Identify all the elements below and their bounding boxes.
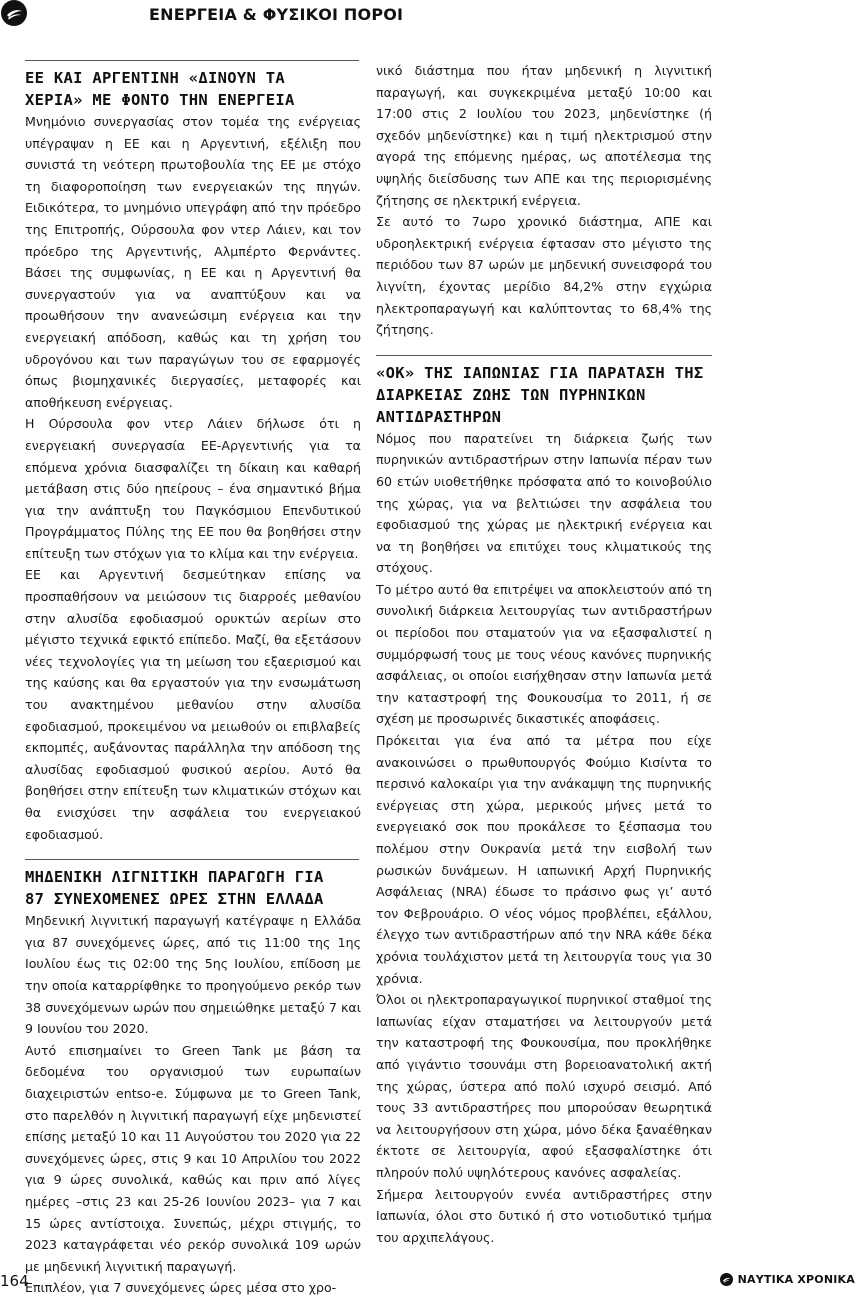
article-paragraph: νικό διάστημα που ήταν μηδενική η λιγνιτική παραγωγή, και συγκεκριμένα μεταξύ 10:00 και 17:00 στις 2 Ιουλίου του 2023, μηδενίστηκε (ή σχεδόν μηδενίστηκε) και η τιμή ηλεκτρισμού στην αγορά της επόμενης ημέρας, ως αποτέλεσμα της υψηλής διείσδυσης των ΑΠΕ και της περιορισμένης ζήτησης σε ηλεκτρική ενέργεια. [376, 63, 712, 208]
brand-name: ΝΑΥΤΙΚΑ ΧΡΟΝΙΚΑ [737, 1273, 855, 1286]
section-title: ΕΝΕΡΓΕΙΑ & ΦΥΣΙΚΟΙ ΠΟΡΟΙ [149, 5, 404, 24]
article-paragraph: Αυτό επισημαίνει το Green Tank με βάση τα δεδομένα του οργανισμού των ευρωπαίων διαχειριστών entso-e. Σύμφωνα με το Green Tank, στο παρελθόν η λιγνιτική παραγωγή είχε μηδενιστεί επίσης μεταξύ 10 και 11 Αυγούστου του 2020 για 22 συνεχόμενες ώρες, στις 9 και 10 Απριλίου του 2022 για 9 ώρες συνολικά, καθώς και πριν από λίγες ημέρες –στις 23 και 25-26 Ιουνίου 2023– για 7 και 15 ώρες αντίστοιχα. Συνεπώς, μέχρι στιγμής, το 2023 καταγράφεται νέο ρεκόρ συνολικά 109 ωρών με μηδενική λιγνιτική παραγωγή. [25, 1042, 361, 1274]
article-paragraph: Σήμερα λειτουργούν εννέα αντιδραστήρες στην Ιαπωνία, όλοι στο δυτικό ή στο νοτιοδυτικό τμήμα του αρχιπελάγους. [376, 1186, 712, 1245]
article-heading: «ΟΚ» ΤΗΣ ΙΑΠΩΝΙΑΣ ΓΙΑ ΠΑΡΑΤΑΣΗ ΤΗΣ ΔΙΑΡΚΕΙΑΣ ΖΩΗΣ ΤΩΝ ΠΥΡΗΝΙΚΩΝ ΑΝΤΙΔΡΑΣΤΗΡΩΝ [376, 363, 704, 426]
article-paragraph: Μηδενική λιγνιτική παραγωγή κατέγραψε η Ελλάδα για 87 συνεχόμενες ώρες, από τις 11:00 της 1ης Ιουλίου έως τις 02:00 της 5ης Ιουλίου, επίδοση με την οποία καταρρίφθηκε το προηγούμενο ρεκόρ των 38 συνεχόμενων ωρών που σημειώθηκε μεταξύ 7 και 9 Ιουνίου του 2020. [25, 913, 361, 1037]
brand-logo-icon [720, 1273, 733, 1286]
article-paragraph: Το μέτρο αυτό θα επιτρέψει να αποκλειστούν από τη συνολική διάρκεια λειτουργίας των αντιδραστήρων οι περίοδοι που σταματούν για να εξασφαλιστεί η συμμόρφωσή τους με τους νέους κανόνες πυρηνικής ασφάλειας, οι οποίοι εισήχθησαν στην Ιαπωνία μετά την καταστροφή της Φουκουσίμα το 2011, ή σε σχέση με προσωρινές δικαστικές αποφάσεις. [376, 581, 712, 727]
page-number: 164 [0, 1272, 29, 1290]
left-column [25, 60, 361, 1299]
divider [376, 355, 712, 356]
divider [25, 60, 359, 61]
page-header [0, 0, 857, 34]
footer-brand [720, 1273, 855, 1286]
article-paragraph: Όλοι οι ηλεκτροπαραγωγικοί πυρηνικοί σταθμοί της Ιαπωνίας είχαν σταματήσει να λειτουργούν μετά την καταστροφή της Φουκουσίμα, που προκλήθηκε από γιγάντιο τσουνάμι στη βορειοανατολική ακτή της χώρας, ύστερα από πολύ ισχυρό σεισμό. Από τους 33 αντιδραστήρες που μπορούσαν θεωρητικά να λειτουργήσουν στη χώρα, μόνο δέκα ξαναέθηκαν έκτοτε σε λειτουργία, αφού εξασφαλίστηκε ότι πληρούν πολύ υψηλότερους κανόνες ασφαλείας. [376, 992, 712, 1180]
article-paragraph: ΕΕ και Αργεντινή δεσμεύτηκαν επίσης να προσπαθήσουν να μειώσουν τις διαρροές μεθανίου στην αλυσίδα εφοδιασμού ορυκτών αερίων στο μέγιστο τεχνικά εφικτό επίπεδο. Μαζί, θα εξετάσουν νέες τεχνολογίες για τη μείωση του εξαερισμού και της καύσης και θα εργαστούν για την ενσωμάτωση του ανακτημένου μεθανίου στην αλυσίδα εφοδιασμού, προκειμένου να μειωθούν οι επιβλαβείς εκπομπές, αυξάνοντας παράλληλα την απόδοση της αλυσίδας εφοδιασμού φυσικού αερίου. Αυτό θα βοηθήσει στην επίτευξη των κλιματικών στόχων και θα ενισχύσει την ασφάλεια του ενεργειακού εφοδιασμού. [25, 567, 361, 842]
article-paragraph: Πρόκειται για ένα από τα μέτρα που είχε ανακοινώσει ο πρωθυπουργός Φούμιο Κισίντα το περσινό καλοκαίρι για την ανάκαμψη της πυρηνικής ενέργειας στη χώρα, μερικούς μήνες μετά το ενεργειακό σοκ που προκάλεσε το ξέσπασμα του πολέμου στην Ουκρανία μετά την εισβολή των ρωσικών δυνάμεων. Η ιαπωνική Αρχή Πυρηνικής Ασφάλειας (NRA) έδωσε το πράσινο φως γι’ αυτό τον Φεβρουάριο. Ο νέος νόμος προβλέπει, εξάλλου, έλεγχο των αντιδραστήρων από την NRA κάθε δέκα χρόνια τουλάχιστον μετά τη λειτουργία τους για 30 χρόνια. [376, 733, 712, 986]
article-paragraph: Επιπλέον, για 7 συνεχόμενες ώρες μέσα στο χρο- [25, 1280, 337, 1296]
right-column [376, 60, 712, 1248]
article-paragraph: Σε αυτό το 7ωρο χρονικό διάστημα, ΑΠΕ και υδροηλεκτρική ενέργεια έφτασαν στο μέγιστο της περιόδου των 87 ωρών με μηδενική συνεισφορά του λιγνίτη, έχοντας μερίδιο 84,2% στην εγχώρια ηλεκτροπαραγωγή και καλύπτοντας το 68,4% της ζήτησης. [376, 214, 712, 338]
article-heading: ΜΗΔΕΝΙΚΗ ΛΙΓΝΙΤΙΚΗ ΠΑΡΑΓΩΓΗ ΓΙΑ 87 ΣΥΝΕΧΟΜΕΝΕΣ ΩΡΕΣ ΣΤΗΝ ΕΛΛΑΔΑ [25, 868, 324, 909]
article-paragraph: Μνημόνιο συνεργασίας στον τομέα της ενέργειας υπέγραψαν η ΕΕ και η Αργεντινή, εξέλιξη που συνιστά τη νεότερη πρωτοβουλία της ΕΕ με στόχο τη διαφοροποίηση των ενεργειακών της πηγών. Ειδικότερα, το μνημόνιο υπεγράφη από την πρόεδρο της Επιτροπής, Ούρσουλα φον ντερ Λάιεν, και τον πρόεδρο της Αργεντινής, Αλμπέρτο Φερνάντες. Βάσει της συμφωνίας, η ΕΕ και η Αργεντινή θα συνεργαστούν για να αναπτύξουν και να προωθήσουν την ανανεώσιμη ενέργεια και την ενεργειακή απόδοση, καθώς και τη χρήση του υδρογόνου και των παραγώγων του σε εφαρμογές όπως βιομηχανικές διεργασίες, μεταφορές και αποθήκευση ενέργειας. [25, 114, 361, 410]
article-heading: ΕΕ ΚΑΙ ΑΡΓΕΝΤΙΝΗ «ΔΙΝΟΥΝ ΤΑ ΧΕΡΙΑ» ΜΕ ΦΟΝΤΟ ΤΗΝ ΕΝΕΡΓΕΙΑ [25, 69, 295, 109]
article-paragraph: Νόμος που παρατείνει τη διάρκεια ζωής των πυρηνικών αντιδραστήρων στην Ιαπωνία πέραν των 60 ετών υιοθετήθηκε πρόσφατα από το κοινοβούλιο της χώρας, για να βελτιώσει την ασφάλεια του εφοδιασμού της χώρας με ηλεκτρική ενέργεια και να τη βοηθήσει να επιτύχει τους κλιματικούς της στόχους. [376, 430, 712, 576]
article-paragraph: Η Ούρσουλα φον ντερ Λάιεν δήλωσε ότι η ενεργειακή συνεργασία ΕΕ-Αργεντινής για τα επόμενα χρόνια διασφαλίζει τη δίκαιη και καθαρή μετάβαση στις δύο ηπείρους – ένα σημαντικό βήμα για την ανάπτυξη του Παγκόσμιου Επενδυτικού Προγράμματος Πύλης της ΕΕ που θα βοηθήσει στην επίτευξη των στόχων για το κλίμα και την ενέργεια. [25, 416, 361, 561]
magazine-logo-icon [1, 0, 27, 26]
divider [25, 859, 359, 860]
